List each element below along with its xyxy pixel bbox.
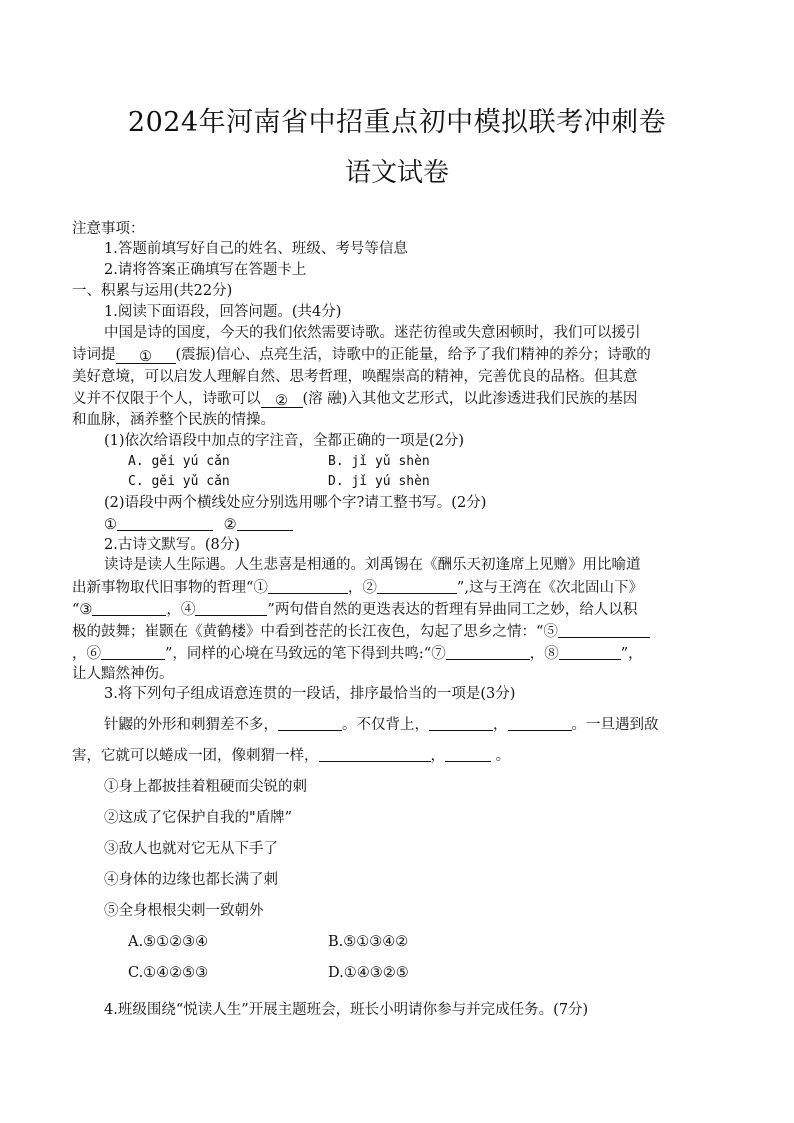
question-3-stem: 3.将下列句子组成语意连贯的一段话，排序最恰当的一项是(3分) <box>104 686 516 702</box>
text-segment: 。不仅背上， <box>342 717 429 733</box>
text-segment: “③ <box>72 602 93 618</box>
choice-d: D.①④③②⑤ <box>328 965 409 981</box>
option-c: C. gěi yǔ cǎn <box>128 474 230 489</box>
text-segment: ， <box>493 717 508 733</box>
answer-blank-2[interactable] <box>237 514 293 531</box>
sentence-option-5: ⑤全身根根尖刺一致朝外 <box>104 903 264 919</box>
poem-blank-5[interactable] <box>558 621 650 638</box>
text-segment: ，② <box>347 580 377 596</box>
sentence-option-1: ①身上都披挂着粗硬而尖锐的刺 <box>104 779 307 795</box>
question-1-paragraph-line: 和血脉，涵养整个民族的情操。 <box>72 412 275 428</box>
answer-line <box>104 514 293 535</box>
exam-title: 2024年河南省中招重点初中模拟联考冲刺卷 <box>127 107 667 138</box>
option-a: A. gěi yú cǎn <box>128 454 230 469</box>
text-segment: ”，同样的心境在马致远的笔下得到共鸣:“⑦ <box>165 646 446 662</box>
notice-heading: 注意事项： <box>72 221 145 237</box>
question-1-paragraph-line: 美好意境，可以启发人理解自然、思考哲理，唤醒崇高的精神，完善优良的品格。但其意 <box>72 369 638 385</box>
text-segment: ，⑥ <box>72 646 101 662</box>
text-segment: (溶 融)入其他文艺形式，以此渗透进我们民族的基因 <box>302 391 638 407</box>
sentence-blank-1[interactable] <box>278 714 342 731</box>
question-1-stem: 1.阅读下面语段，回答问题。(共4分) <box>104 304 342 320</box>
question-3-passage-line <box>104 714 659 735</box>
choice-c: C.①④②⑤③ <box>128 965 209 981</box>
poem-blank-2[interactable] <box>377 577 457 594</box>
notice-item-1: 1.答题前填写好自己的姓名、班级、考号等信息 <box>104 241 408 257</box>
question-4-stem: 4.班级围绕“悦读人生”开展主题班会，班长小明请你参与并完成任务。(7分) <box>104 1002 589 1018</box>
question-2-line: 读诗是读人生际遇。人生悲喜是相通的。刘禹锡在《酬乐天初逢席上见赠》用比喻道 <box>104 557 641 573</box>
sentence-option-4: ④身体的边缘也都长满了刺 <box>104 872 278 888</box>
poem-blank-1[interactable] <box>268 577 348 594</box>
exam-subtitle: 语文试卷 <box>344 158 449 188</box>
sentence-blank-4[interactable] <box>319 745 431 762</box>
sentence-blank-3[interactable] <box>508 714 572 731</box>
sentence-blank-5[interactable] <box>445 745 491 762</box>
text-segment: ”， <box>620 646 643 662</box>
question-2-line <box>72 599 637 620</box>
text-segment: ”,这与王湾在《次北固山下》 <box>456 580 643 596</box>
blank-1: ① <box>116 347 176 364</box>
question-2-line: 让人黯然神伤。 <box>72 666 174 682</box>
poem-blank-8[interactable] <box>559 643 621 660</box>
text-segment: 义并不仅限于个人，诗歌可以 <box>72 391 261 407</box>
text-segment: ”两句借自然的更迭表达的哲理有异曲同工之妙，给人以积 <box>267 602 638 618</box>
text-segment: ， <box>430 748 445 764</box>
text-segment: 针鼹的外形和刺猬差不多， <box>104 717 278 733</box>
blank-2: ② <box>261 391 303 408</box>
poem-blank-4[interactable] <box>195 599 267 616</box>
text-segment: 害，它就可以蜷成一团，像刺猬一样， <box>72 748 319 764</box>
text-segment: (震振)信心、点亮生活，诗歌中的正能量，给予了我们精神的养分；诗歌的 <box>175 347 651 363</box>
question-2-line <box>72 577 643 598</box>
text-segment: 诗词提 <box>72 347 116 363</box>
poem-blank-7[interactable] <box>446 643 530 660</box>
text-segment: 。 <box>491 748 511 764</box>
answer-label-2: ② <box>223 517 237 533</box>
answer-blank-1[interactable] <box>117 514 213 531</box>
sentence-blank-2[interactable] <box>429 714 493 731</box>
choice-b: B.⑤①③④② <box>328 934 409 950</box>
text-segment: ，⑧ <box>529 646 559 662</box>
notice-item-2: 2.请将答案正确填写在答题卡上 <box>104 262 307 278</box>
question-1-sub-2: (2)语段中两个横线处应分别选用哪个字?请工整书写。(2分) <box>104 495 487 511</box>
text-segment: 。一旦遇到敌 <box>571 717 659 733</box>
option-b: B. jǐ yǔ shèn <box>328 454 430 469</box>
choice-a: A.⑤①②③④ <box>128 934 209 950</box>
question-1-sub-1: (1)依次给语段中加点的字注音，全都正确的一项是(2分) <box>104 433 465 449</box>
answer-label-1: ① <box>104 517 117 533</box>
question-2-line <box>72 621 650 642</box>
question-2-stem: 2.古诗文默写。(8分) <box>104 537 240 553</box>
option-d: D. jǐ yú shèn <box>328 474 430 489</box>
poem-blank-6[interactable] <box>101 643 165 660</box>
text-segment: 出新事物取代旧事物的哲理“① <box>72 580 268 596</box>
question-3-passage-line <box>72 745 510 766</box>
sentence-option-2: ②这成了它保护自我的"盾牌” <box>104 810 293 826</box>
question-1-paragraph-line: 中国是诗的国度，今天的我们依然需要诗歌。迷茫彷徨或失意困顿时，我们可以援引 <box>104 325 641 341</box>
question-1-paragraph-line <box>72 389 637 409</box>
question-1-paragraph-line <box>72 345 651 365</box>
text-segment: ，④ <box>166 602 196 618</box>
poem-blank-3[interactable] <box>92 599 166 616</box>
text-segment: 极的鼓舞；崔颢在《黄鹤楼》中看到苍茫的长江夜色，勾起了思乡之情：“⑤ <box>72 624 558 640</box>
sentence-option-3: ③敌人也就对它无从下手了 <box>104 841 278 857</box>
question-2-line <box>72 643 643 664</box>
section-heading: 一、积累与运用(共22分) <box>72 283 233 299</box>
